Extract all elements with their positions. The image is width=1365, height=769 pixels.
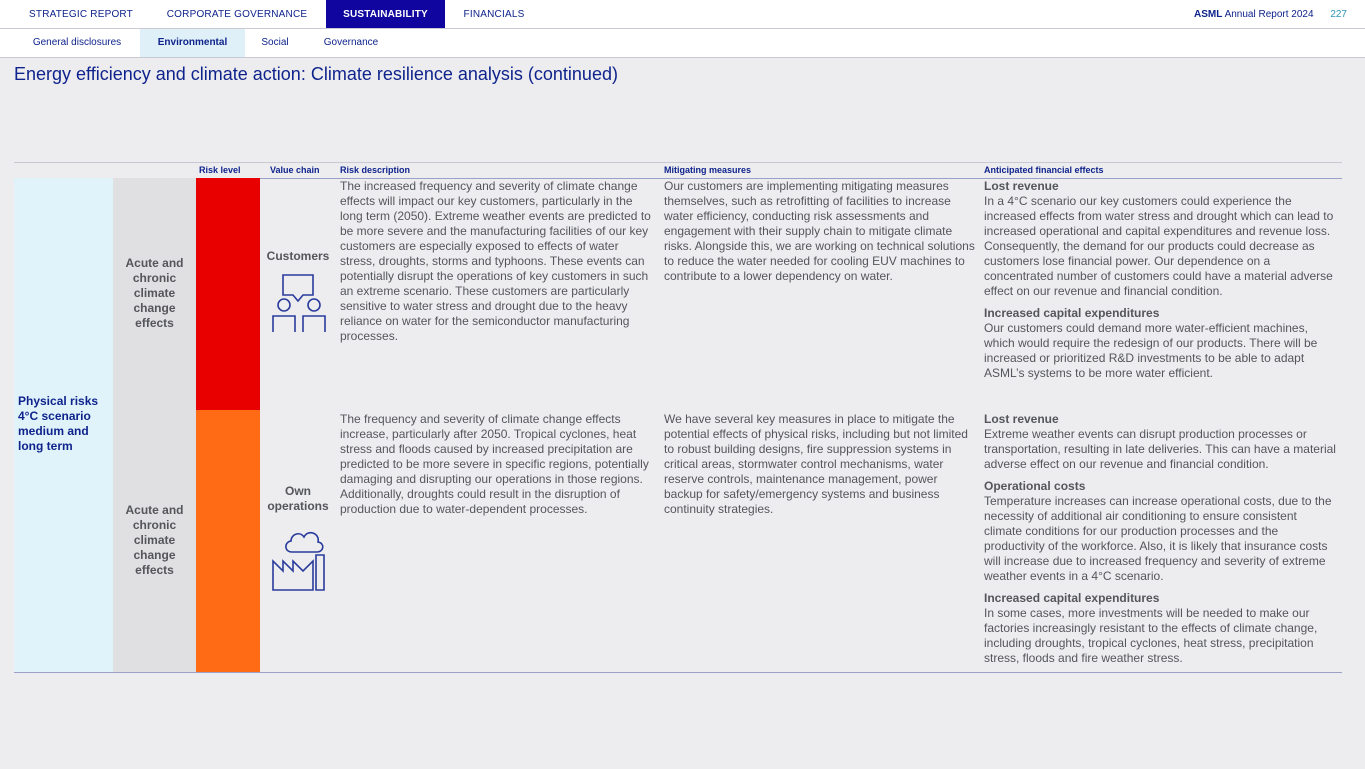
- financial-effect-item: [984, 179, 1338, 299]
- header-risk-level: Risk level: [199, 165, 241, 175]
- sub-nav: [0, 29, 1365, 58]
- page-title: Energy efficiency and climate action: Climate resilience analysis (continued): [14, 64, 618, 84]
- tab-corporate-governance[interactable]: CORPORATE GOVERNANCE: [166, 9, 308, 20]
- hazard-label: Acute and chronic climate change effects: [125, 503, 184, 577]
- hazard-label: Acute and chronic climate change effects: [125, 256, 184, 330]
- effect-heading: Lost revenue: [984, 179, 1059, 193]
- effect-heading: Operational costs: [984, 479, 1086, 493]
- financial-effect-item: [984, 306, 1338, 381]
- risk-category-label: Physical risks 4°C scenario medium and long term: [18, 394, 99, 453]
- effect-text: Our customers could demand more water-efficient machines, which would require the redesign of our products. There will be increased or prioritized R&D investments to be able to adapt ASML’s systems to be more water efficient.: [984, 321, 1318, 380]
- subtab-general-disclosures[interactable]: General disclosures: [32, 37, 122, 48]
- financial-effects: [984, 179, 1338, 381]
- effect-heading: Lost revenue: [984, 412, 1059, 426]
- brand-name: ASML: [1193, 9, 1223, 20]
- report-name: Annual Report 2024: [1224, 9, 1314, 20]
- tab-financials[interactable]: FINANCIALS: [463, 9, 525, 20]
- effect-text: In a 4°C scenario our key customers could experience the increased effects from water stress and drought which can lead to increased operational and capital expenditures and revenue loss. Consequently, the demand for our products could decrease as customers lose financial power. Our dependence on a concentrated number of customers could have a material adverse effect on our revenue and financial condition.: [984, 194, 1334, 298]
- customers-icon: [270, 272, 328, 334]
- tab-sustainability[interactable]: SUSTAINABILITY: [326, 0, 445, 28]
- effect-text: Extreme weather events can disrupt production processes or transportation, resulting in late deliveries. This can have a material adverse effect on our revenue and financial condition.: [984, 427, 1336, 471]
- page-number: 227: [1330, 9, 1347, 20]
- hazard-cell: [113, 178, 196, 410]
- mitigating-measures: We have several key measures in place to mitigate the potential effects of physical risks, including but not limited to robust building designs, fire suppression systems in critical areas, stormwater control mechanisms, water reserve controls, maintenance management, power backup for safety/emergency systems and business continuity strategies.: [664, 412, 968, 516]
- header-financial-effects: Anticipated financial effects: [984, 165, 1104, 175]
- effect-heading: Increased capital expenditures: [984, 591, 1160, 605]
- value-chain-label: Own operations: [267, 484, 329, 513]
- risk-description: The frequency and severity of climate change effects increase, particularly after 2050. Tropical cyclones, heat stress and floods caused by increased precipitation are predicted to be more severe in specific regions, potentially damaging and disrupting our operations in those regions. Additionally, droughts could result in the disruption of production due to water-dependent processes.: [340, 412, 649, 516]
- risk-level-high: [196, 178, 260, 410]
- subtab-governance[interactable]: Governance: [323, 37, 379, 48]
- hazard-cell: [113, 410, 196, 672]
- value-chain-label: Customers: [266, 249, 330, 263]
- effect-text: In some cases, more investments will be needed to make our factories increasingly resistant to the effects of climate change, including droughts, tropical cyclones, heat stress, precipitation stress, floods and fire weather stress.: [984, 606, 1318, 665]
- risk-description: The increased frequency and severity of climate change effects will impact our key customers, particularly in the long term (2050). Extreme weather events are predicted to be more severe and the manufacturing facilities of our key customers are especially exposed to effects of water stress, droughts, storms and typhoons. These events can potentially disrupt the operations of key customers in such an extreme scenario. These customers are particularly sensitive to water stress and drought due to the heavy reliance on water for the semiconductor manufacturing processes.: [340, 179, 651, 343]
- table-bottom-border: [14, 672, 1342, 673]
- table-header: [14, 162, 1342, 179]
- risk-level-medium-high: [196, 410, 260, 672]
- financial-effect-item: [984, 412, 1338, 472]
- header-value-chain: Value chain: [270, 165, 320, 175]
- subtab-environmental[interactable]: Environmental: [140, 29, 245, 57]
- report-info: [1194, 0, 1365, 28]
- risk-category-cell: [14, 178, 113, 672]
- top-nav: [0, 0, 1365, 29]
- tab-strategic-report[interactable]: STRATEGIC REPORT: [29, 9, 133, 20]
- financial-effect-item: [984, 479, 1338, 584]
- subtab-social[interactable]: Social: [261, 37, 289, 48]
- factory-cloud-icon: [270, 525, 328, 593]
- effect-text: Temperature increases can increase operational costs, due to the necessity of additional air conditioning to ensure consistent climate conditions for our production processes and the productivity of the workforce. Also, it is likely that insurance costs will increase due to increased frequency and severity of extreme weather events in a 4°C scenario.: [984, 494, 1332, 583]
- header-risk-description: Risk description: [340, 165, 411, 175]
- mitigating-measures: Our customers are implementing mitigating measures themselves, such as retrofitting of facilities to increase water efficiency, conducting risk assessments and engagement with their supply chain to mitigate climate risks. Alongside this, we are working on technical solutions to reduce the water needed for cooling EUV machines to contribute to a lower dependency on water.: [664, 179, 975, 283]
- effect-heading: Increased capital expenditures: [984, 306, 1160, 320]
- financial-effect-item: [984, 591, 1338, 666]
- financial-effects: [984, 412, 1338, 666]
- header-mitigating-measures: Mitigating measures: [664, 165, 752, 175]
